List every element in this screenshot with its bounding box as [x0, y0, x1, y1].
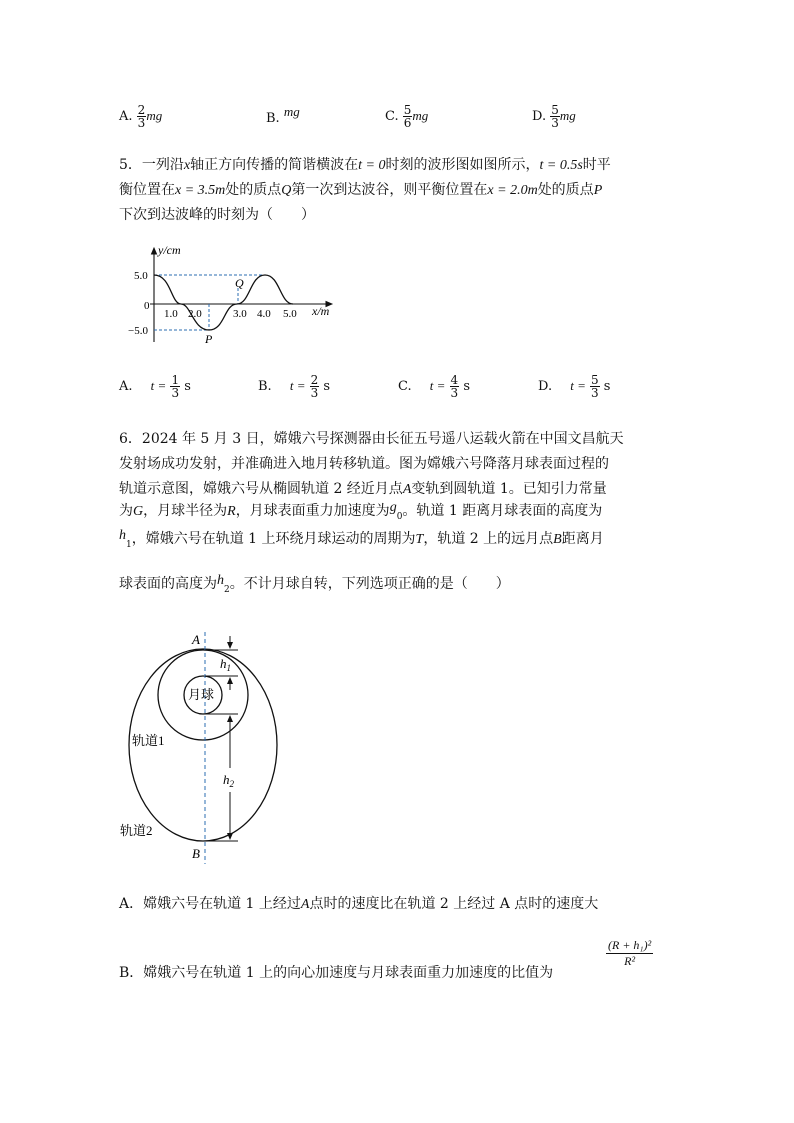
text: 时刻的波形图如图所示， — [385, 157, 540, 173]
fraction — [170, 374, 180, 399]
point-p-label: P — [205, 332, 213, 346]
wave-graph — [128, 238, 346, 348]
y-tick-0: 0 — [144, 300, 150, 312]
q6-option-b-fraction — [606, 938, 653, 969]
option-unit: s — [463, 379, 470, 394]
q5-option-b — [258, 374, 330, 399]
denominator: 6 — [403, 116, 412, 130]
text: 球表面的高度为 — [119, 576, 217, 592]
denominator: R² — [624, 954, 636, 968]
q5-option-d — [538, 374, 610, 399]
text: 为 — [119, 503, 133, 519]
x-tick-2: 2.0 — [188, 308, 202, 320]
option-unit: mg — [146, 108, 163, 123]
math-x35: x = 3.5m — [175, 183, 226, 198]
q6-option-b: B．嫦娥六号在轨道 1 上的向心加速度与月球表面重力加速度的比值为 — [119, 965, 554, 981]
orbit-diagram — [110, 628, 260, 866]
text: 变轨到圆轨道 1。已知引力常量 — [411, 481, 607, 497]
denominator: 3 — [450, 386, 459, 400]
q6-line-4 — [119, 500, 602, 522]
y-tick-neg5: −5.0 — [128, 325, 148, 337]
math-t: t = — [150, 378, 167, 393]
option-unit: mg — [559, 108, 576, 123]
q5-line-3: 下次到达波峰的时刻为（ ） — [119, 207, 315, 223]
option-letter: B. — [266, 111, 280, 126]
numerator: 1 — [171, 373, 180, 387]
x-tick-5: 5.0 — [283, 308, 297, 320]
q4-option-c — [385, 104, 428, 129]
option-unit: s — [323, 379, 331, 394]
text: 时平 — [582, 157, 611, 173]
text: 。轨道 1 距离月球表面的高度为 — [402, 503, 603, 519]
var-q: Q — [281, 183, 292, 198]
option-letter: A. — [119, 379, 133, 394]
q6-option-a — [119, 893, 598, 913]
var-a: A — [300, 897, 310, 912]
subscript: 0 — [396, 511, 403, 522]
denominator: 3 — [310, 386, 319, 400]
label-orbit-2: 轨道2 — [120, 823, 153, 838]
var-g0: g — [389, 500, 397, 515]
text: 第一次到达波谷，则平衡位置在 — [291, 182, 488, 198]
fraction — [403, 104, 413, 129]
math-t: t = — [429, 378, 446, 393]
fraction — [310, 374, 320, 399]
text: 轴正方向传播的简谐横波在 — [190, 157, 359, 173]
q4-option-a — [119, 104, 162, 129]
wave-curve — [154, 275, 293, 330]
math-x20: x = 2.0m — [487, 183, 538, 198]
text: ，轨道 2 上的远月点 — [423, 531, 554, 547]
point-q-label: Q — [235, 276, 244, 290]
text: 轨道示意图，嫦娥六号从椭圆轨道 2 经近月点 — [119, 481, 403, 497]
subscript: 2 — [224, 584, 230, 595]
y-tick-5: 5.0 — [134, 270, 148, 282]
fraction — [450, 374, 460, 399]
text: A．嫦娥六号在轨道 1 上经过 — [119, 896, 301, 912]
h2-subscript: 2 — [229, 779, 234, 789]
option-letter: D. — [538, 379, 553, 394]
q6-line-1: 6．2024 年 5 月 3 日，嫦娥六号探测器由长征五号遥八运载火箭在中国文昌航天 — [119, 431, 624, 447]
text: 距离月 — [561, 531, 604, 547]
var-a: A — [402, 482, 412, 497]
fraction — [137, 104, 147, 129]
h2-symbol: h — [223, 772, 230, 787]
denominator: 3 — [171, 386, 180, 400]
option-unit: mg — [412, 108, 429, 123]
text: 衡位置在 — [119, 182, 175, 198]
x-tick-4: 4.0 — [257, 308, 271, 320]
numerator: 5 — [551, 103, 559, 117]
denominator: 3 — [551, 116, 559, 130]
option-letter: D. — [532, 109, 547, 124]
option-letter: A. — [119, 109, 133, 124]
q5-option-a — [119, 374, 191, 399]
fraction — [550, 104, 560, 129]
text: 点时的速度比在轨道 2 上经过 A 点时的速度大 — [309, 896, 599, 912]
text: ，月球半径为 — [143, 503, 228, 519]
numerator: (R + h₁)² — [608, 938, 652, 952]
text: 处的质点 — [225, 182, 282, 198]
option-letter: C. — [398, 379, 412, 394]
x-tick-3: 3.0 — [233, 308, 247, 320]
x-tick-1: 1.0 — [164, 308, 178, 320]
denominator: 3 — [137, 116, 146, 130]
var-g: G — [133, 504, 144, 519]
text: 5．一列沿 — [119, 157, 184, 173]
math-t: t = — [289, 378, 306, 393]
option-letter: C. — [385, 109, 399, 124]
label-moon: 月球 — [188, 687, 215, 702]
text: ，月球表面重力加速度为 — [235, 503, 390, 519]
q6-line-5 — [119, 528, 604, 550]
numerator: 5 — [591, 373, 599, 387]
q4-option-b — [266, 104, 300, 126]
label-a: A — [192, 632, 200, 647]
y-axis-label: y/cm — [158, 243, 181, 257]
var-r: R — [227, 504, 236, 519]
text: 处的质点 — [537, 182, 594, 198]
var-t: T — [415, 532, 424, 547]
numerator: 2 — [137, 103, 146, 117]
q5-option-c — [398, 374, 470, 399]
option-letter: B. — [258, 379, 272, 394]
var-b: B — [553, 532, 562, 547]
numerator: 4 — [450, 373, 459, 387]
numerator: 2 — [310, 373, 319, 387]
q5-line-2 — [119, 179, 602, 199]
q6-line-6 — [119, 573, 510, 595]
math-t: t = — [570, 378, 586, 393]
option-unit: s — [184, 379, 191, 394]
var-h2: h — [217, 573, 224, 588]
var-p: P — [593, 183, 603, 198]
label-h2 — [223, 772, 235, 789]
option-unit: s — [603, 379, 611, 394]
subscript: 1 — [126, 539, 132, 550]
fraction — [590, 374, 600, 399]
math-t0: t = 0 — [358, 158, 386, 173]
text: 。不计月球自转，下列选项正确的是（ ） — [229, 576, 510, 592]
x-axis-label: x/m — [312, 304, 330, 318]
math-t05: t = 0.5s — [539, 158, 583, 173]
label-orbit-1: 轨道1 — [132, 733, 165, 748]
var-h1: h — [119, 528, 126, 543]
denominator: 3 — [591, 386, 599, 400]
h1-subscript: 1 — [226, 663, 231, 673]
text: ，嫦娥六号在轨道 1 上环绕月球运动的周期为 — [131, 531, 416, 547]
numerator: 5 — [403, 103, 412, 117]
q6-line-2: 发射场成功发射，并准确进入地月转移轨道。图为嫦娥六号降落月球表面过程的 — [119, 456, 609, 472]
option-text: mg — [283, 104, 300, 119]
q5-line-1 — [119, 154, 611, 174]
var-x: x — [183, 158, 191, 173]
label-b: B — [192, 846, 200, 861]
h1-symbol: h — [220, 656, 227, 671]
q6-line-3 — [119, 478, 607, 498]
q4-option-d — [532, 104, 576, 129]
